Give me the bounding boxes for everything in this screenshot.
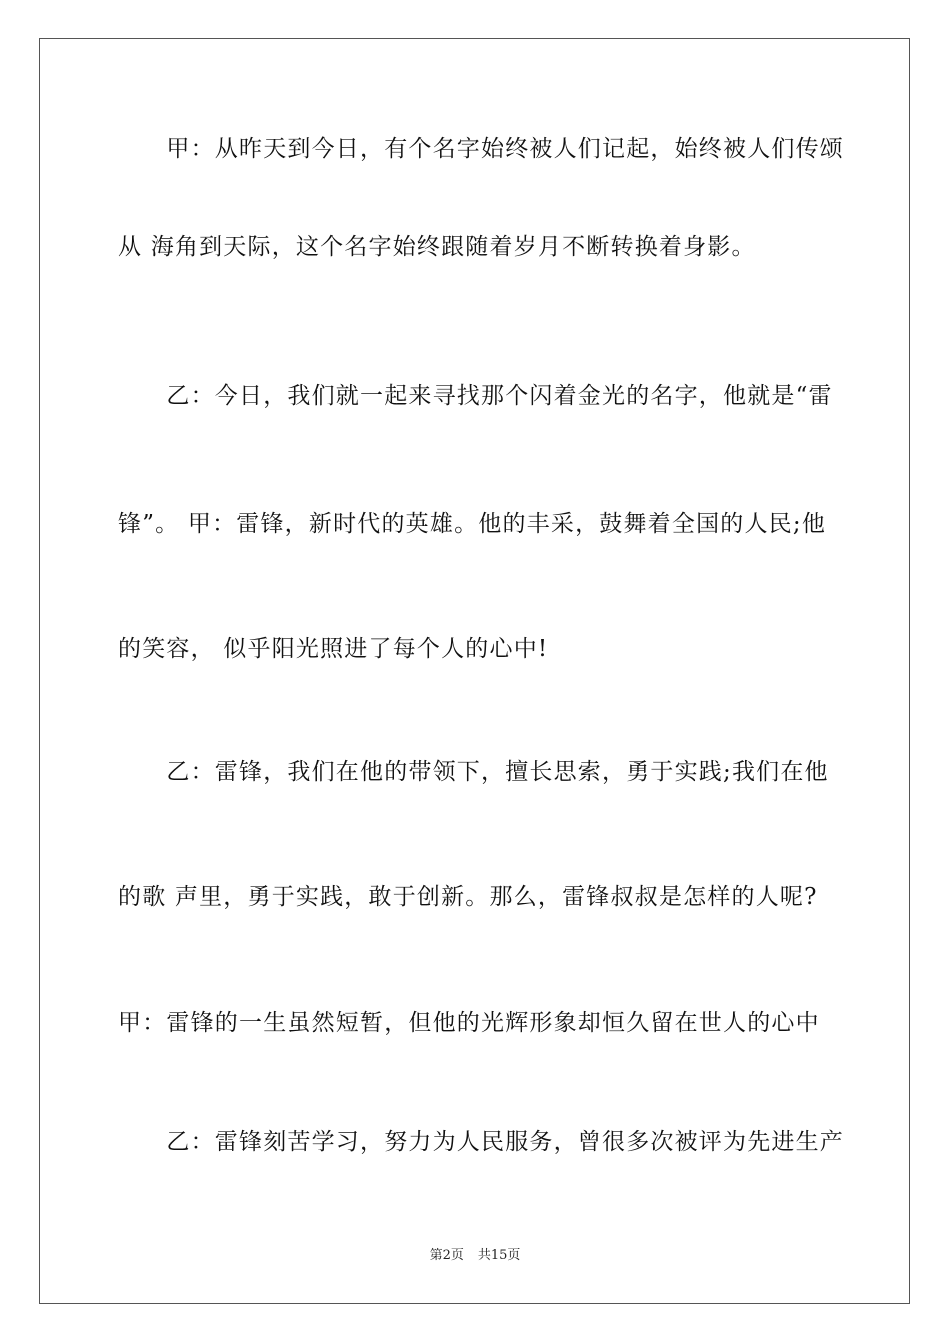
total-pages: 共15页 xyxy=(477,1248,521,1263)
text-line-3: 乙：今日，我们就一起来寻找那个闪着金光的名字，他就是“雷 xyxy=(118,383,833,409)
text-line-9: 乙：雷锋刻苦学习，努力为人民服务，曾很多次被评为先进生产 xyxy=(118,1129,844,1155)
text-line-2: 从 海角到天际，这个名字始终跟随着岁月不断转换着身影。 xyxy=(118,234,756,260)
text-line-4: 锋”。 甲：雷锋，新时代的英雄。他的丰采，鼓舞着全国的人民;他 xyxy=(118,511,827,537)
page-border xyxy=(39,38,910,1304)
text-line-6: 乙：雷锋，我们在他的带领下，擅长思索，勇于实践;我们在他 xyxy=(118,759,829,785)
text-line-8: 甲：雷锋的一生虽然短暂，但他的光辉形象却恒久留在世人的心中 xyxy=(118,1010,820,1036)
text-line-7: 的歌 声里，勇于实践，敢于创新。那么，雷锋叔叔是怎样的人呢? xyxy=(118,884,818,910)
text-line-5: 的笑容， 似乎阳光照进了每个人的心中! xyxy=(118,636,549,662)
page-number: 第2页 xyxy=(429,1248,464,1263)
text-line-1: 甲：从昨天到今日，有个名字始终被人们记起，始终被人们传颂 xyxy=(118,136,844,162)
page-footer xyxy=(0,1247,950,1265)
